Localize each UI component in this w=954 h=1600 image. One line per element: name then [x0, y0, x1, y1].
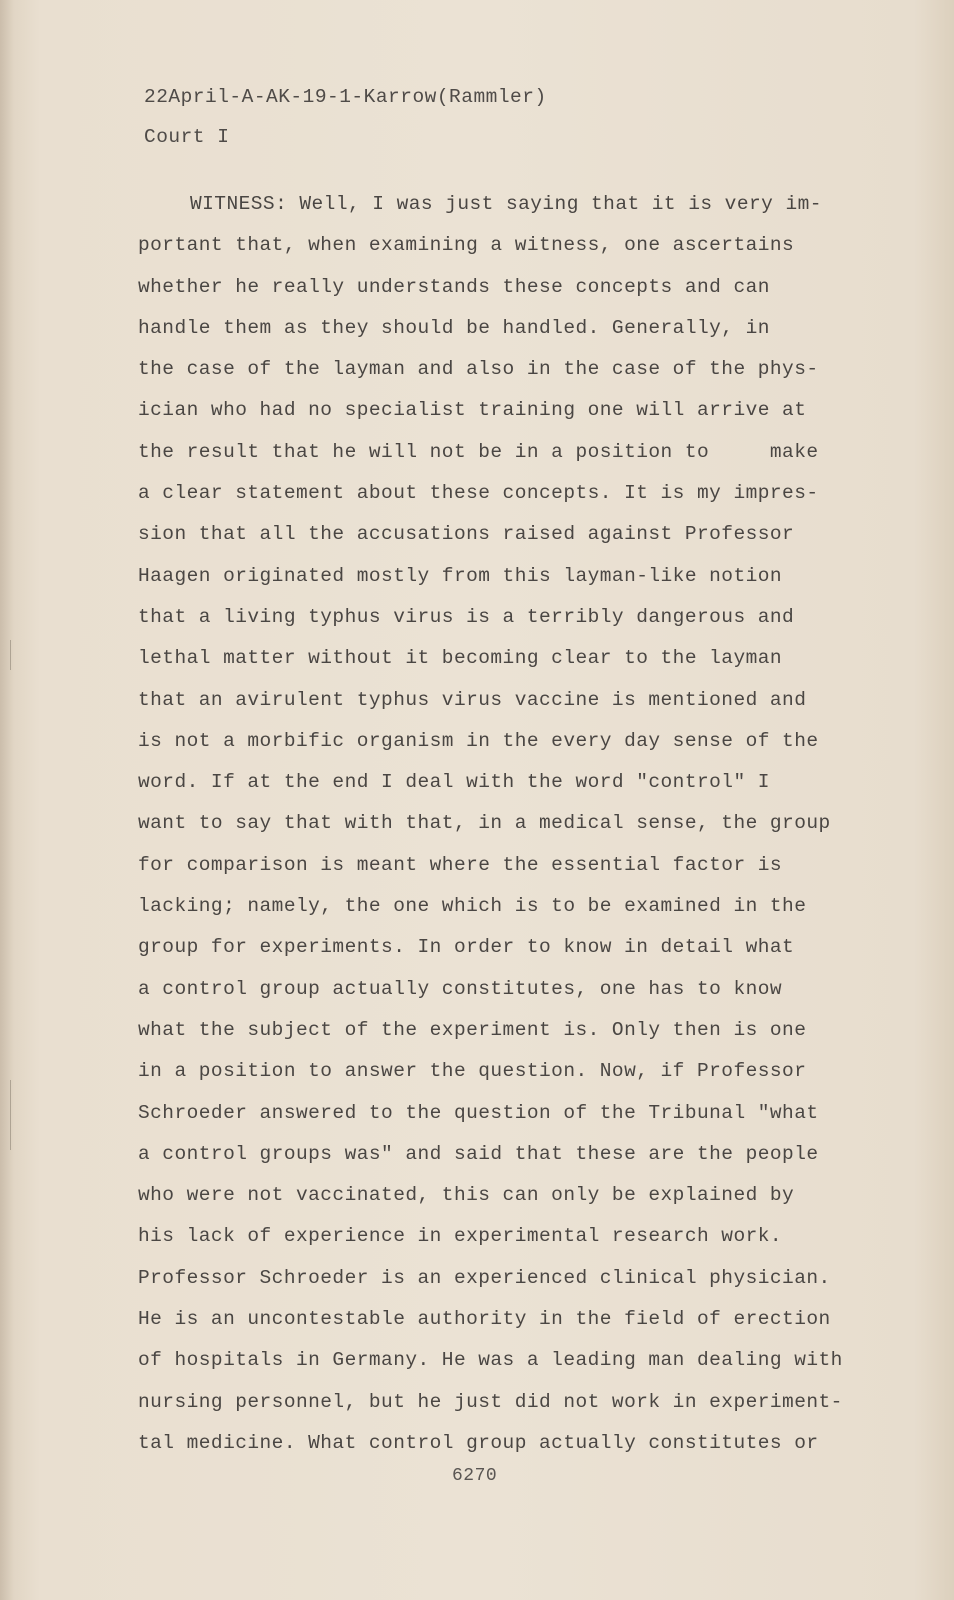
court-label: Court I: [144, 126, 230, 148]
text-line: lethal matter without it becoming clear to the layman: [138, 647, 783, 670]
text-line: of hospitals in Germany. He was a leading man dealing with: [138, 1349, 843, 1372]
text-line: a control group actually constitutes, one has to know: [138, 977, 783, 1000]
text-line: whether he really understands these concepts and can: [138, 275, 770, 298]
text-line: He is an uncontestable authority in the field of erection: [138, 1308, 831, 1331]
text-line: is not a morbific organism in the every day sense of the: [138, 729, 819, 752]
text-line: the result that he will not be in a position to make: [138, 440, 819, 463]
testimony-body: [138, 184, 858, 1464]
text-line: that an avirulent typhus virus vaccine is mentioned and: [138, 688, 807, 711]
text-line: want to say that with that, in a medical sense, the group: [138, 812, 831, 835]
text-line: Schroeder answered to the question of the Tribunal "what: [138, 1101, 819, 1124]
text-line: in a position to answer the question. Now, if Professor: [138, 1060, 807, 1083]
text-line: sion that all the accusations raised against Professor: [138, 523, 795, 546]
paper-edge-mark: [10, 1080, 11, 1150]
text-line: tal medicine. What control group actually constitutes or: [138, 1431, 819, 1454]
text-line: a control groups was" and said that these are the people: [138, 1142, 819, 1165]
text-line: Haagen originated mostly from this layman-like notion: [138, 564, 783, 587]
text-line: lacking; namely, the one which is to be examined in the: [138, 895, 807, 918]
text-line: word. If at the end I deal with the word "control" I: [138, 771, 770, 794]
text-line: what the subject of the experiment is. Only then is one: [138, 1018, 807, 1041]
text-line: WITNESS: Well, I was just saying that it is very im-: [190, 193, 822, 215]
text-line: for comparison is meant where the essential factor is: [138, 853, 783, 876]
text-line: a clear statement about these concepts. It is my impres-: [138, 482, 819, 505]
text-line: nursing personnel, but he just did not work in experiment-: [138, 1390, 843, 1413]
text-line: group for experiments. In order to know in detail what: [138, 936, 795, 959]
paper-edge-mark: [10, 640, 11, 670]
text-line: his lack of experience in experimental research work.: [138, 1225, 783, 1248]
document-reference: 22April-A-AK-19-1-Karrow(Rammler): [144, 86, 547, 108]
page-number: 6270: [452, 1466, 498, 1486]
text-line: ician who had no specialist training one will arrive at: [138, 399, 807, 422]
text-line: who were not vaccinated, this can only be explained by: [138, 1184, 795, 1207]
text-line: Professor Schroeder is an experienced clinical physician.: [138, 1266, 831, 1289]
text-line: portant that, when examining a witness, one ascertains: [138, 234, 795, 257]
text-line: that a living typhus virus is a terribly dangerous and: [138, 605, 795, 628]
text-line: handle them as they should be handled. Generally, in: [138, 316, 770, 339]
text-line: the case of the layman and also in the case of the phys-: [138, 358, 819, 381]
